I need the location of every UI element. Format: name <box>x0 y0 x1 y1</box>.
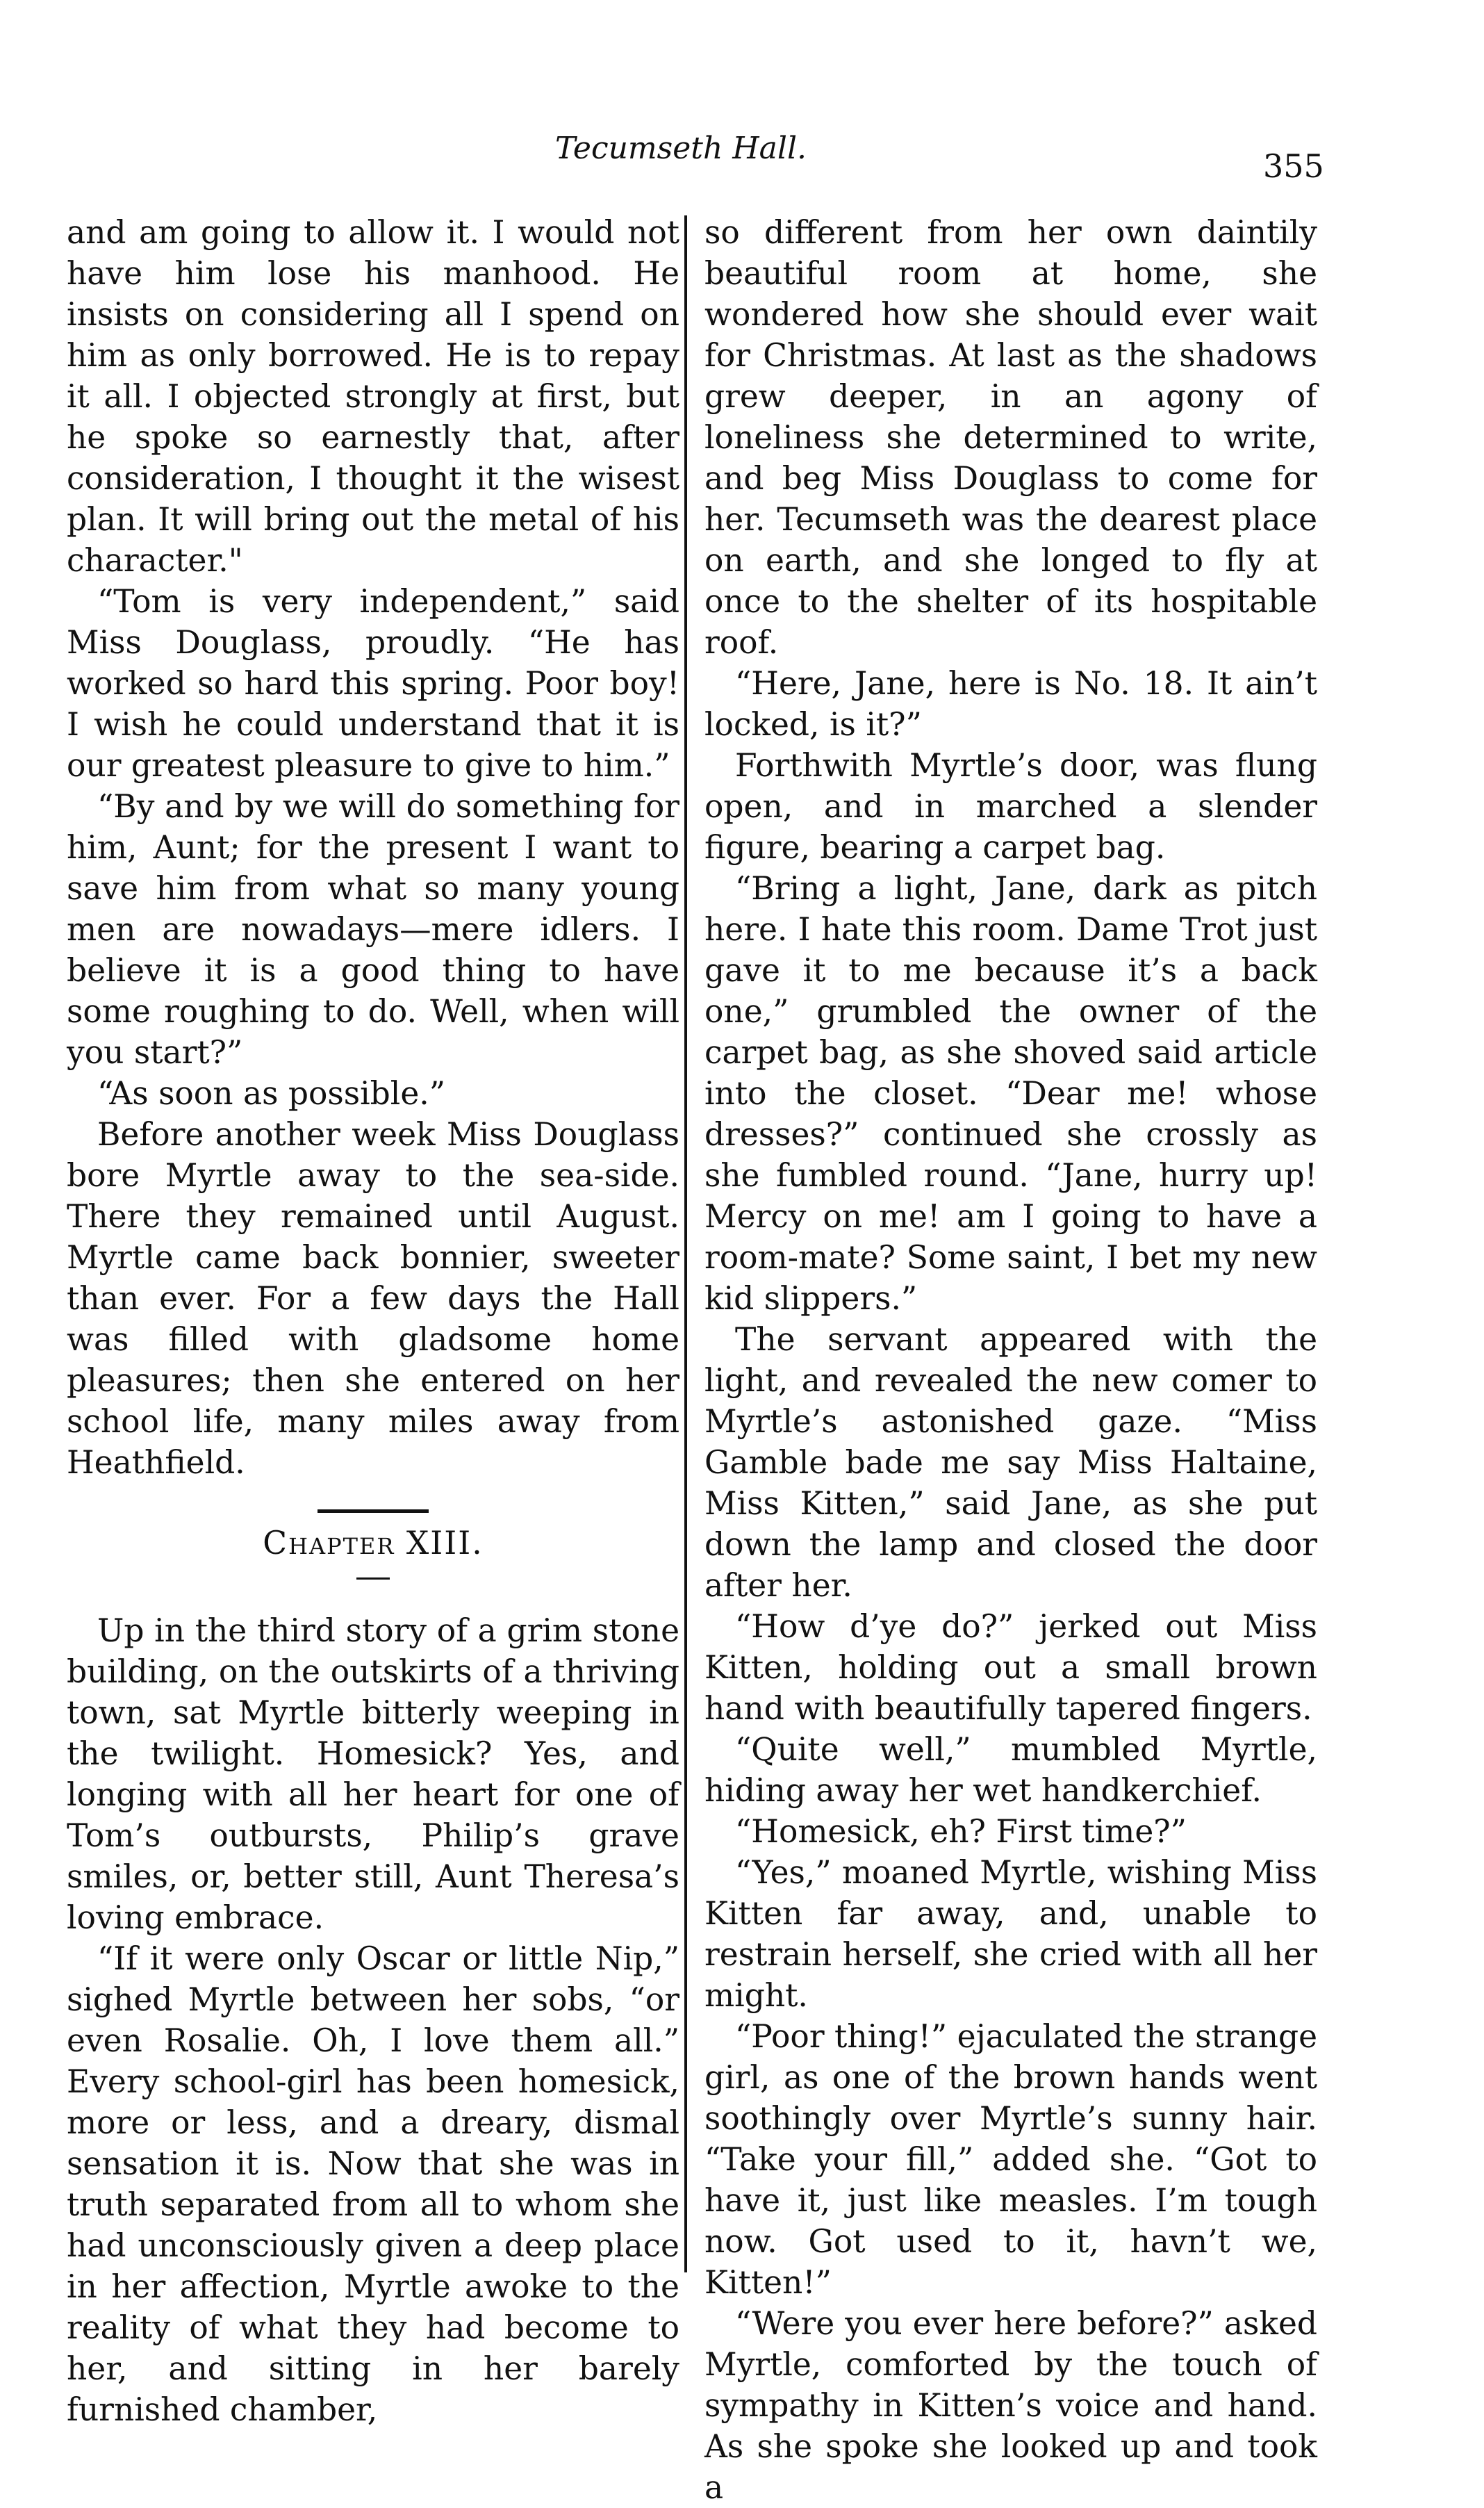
paragraph: Forthwith Myrtle’s door, was flung open, and in marched a slender figure, bearing a carpet bag. <box>704 747 1317 866</box>
paragraph: “Homesick, eh? First time?” <box>735 1813 1187 1850</box>
paragraph: “Were you ever here before?” asked Myrtle, comforted by the touch of sympathy in Kitten’s voice and hand. As she spoke she looked up and took a <box>704 2305 1317 2506</box>
paragraph: “Bring a light, Jane, dark as pitch here. I hate this room. Dame Trot just gave it to me because it’s a back one,” grumbled the owner of the carpet bag, as she shoved said article into the closet. “Dear me! whose dresses?” continued she crossly as she fumbled round. “Jane, hurry up! Mercy on me! am I going to have a room-mate? Some saint, I bet my new kid slippers.” <box>704 870 1317 1317</box>
column-divider <box>684 215 687 2272</box>
running-title: Tecumseth Hall. <box>554 131 807 166</box>
paragraph: so different from her own daintily beautiful room at home, she wondered how she should ever wait for Christmas. At last as the shadows grew deeper, in an agony of loneliness she determined to write, and beg Miss Douglass to come for her. Tecumseth was the dearest place on earth, and she longed to fly at once to the shelter of its hospitable roof. <box>704 214 1317 661</box>
paragraph: “If it were only Oscar or little Nip,” sighed Myrtle between her sobs, “or even Rosalie. Oh, I love them all.” Every school-girl has been homesick, more or less, and a dreary, dismal sensation it is. Now that she was in truth separated from all to whom she had unconsciously given a deep place in her affection, Myrtle awoke to the reality of what they had become to her, and sitting in her barely furnished chamber, <box>67 1940 679 2428</box>
paragraph: “As soon as possible.” <box>97 1075 446 1112</box>
paragraph: “Quite well,” mumbled Myrtle, hiding away her wet handkerchief. <box>704 1731 1317 1809</box>
paragraph: “Here, Jane, here is No. 18. It ain’t locked, is it?” <box>704 665 1317 743</box>
left-column <box>67 212 679 2430</box>
chapter-dash <box>356 1577 390 1580</box>
page-number: 355 <box>1263 147 1324 185</box>
paragraph: “Yes,” moaned Myrtle, wishing Miss Kitten far away, and, unable to restrain herself, she cried with all her might. <box>704 1854 1317 2014</box>
paragraph: Up in the third story of a grim stone building, on the outskirts of a thriving town, sat Myrtle bitterly weeping in the twilight. Homesick? Yes, and longing with all her heart for one of Tom’s outbursts, Philip’s grave smiles, or, better still, Aunt Theresa’s loving embrace. <box>67 1612 679 1936</box>
paragraph: and am going to allow it. I would not have him lose his manhood. He insists on considering all I spend on him as only borrowed. He is to repay it all. I objected strongly at first, but he spoke so earnestly that, after consideration, I thought it the wisest plan. It will bring out the metal of his character." <box>67 214 679 579</box>
chapter-heading: Chapter XIII. <box>263 1525 484 1562</box>
paragraph: “By and by we will do something for him, Aunt; for the present I want to save him from what so many young men are nowadays—mere idlers. I believe it is a good thing to have some roughing to do. Well, when will you start?” <box>67 788 679 1071</box>
right-column <box>704 212 1317 2508</box>
chapter-rule <box>318 1509 429 1513</box>
paragraph: “Poor thing!” ejaculated the strange girl, as one of the brown hands went soothingly over Myrtle’s sunny hair. “Take your fill,” added she. “Got to have it, just like measles. I’m tough now. Got used to it, havn’t we, Kitten!” <box>704 2018 1317 2301</box>
paragraph: The servant appeared with the light, and revealed the new comer to Myrtle’s astonished gaze. “Miss Gamble bade me say Miss Haltaine, Miss Kitten,” said Jane, as she put down the lamp and closed the door after her. <box>704 1321 1317 1604</box>
paragraph: “Tom is very independent,” said Miss Douglass, proudly. “He has worked so hard this spring. Poor boy! I wish he could understand that it is our greatest pleasure to give to him.” <box>67 583 679 784</box>
paragraph: Before another week Miss Douglass bore Myrtle away to the sea-side. There they remained until August. Myrtle came back bonnier, sweeter than ever. For a few days the Hall was filled with gladsome home pleasures; then she entered on her school life, many miles away from Heathfield. <box>67 1116 679 1481</box>
paragraph: “How d’ye do?” jerked out Miss Kitten, holding out a small brown hand with beautifully tapered fingers. <box>704 1608 1317 1727</box>
